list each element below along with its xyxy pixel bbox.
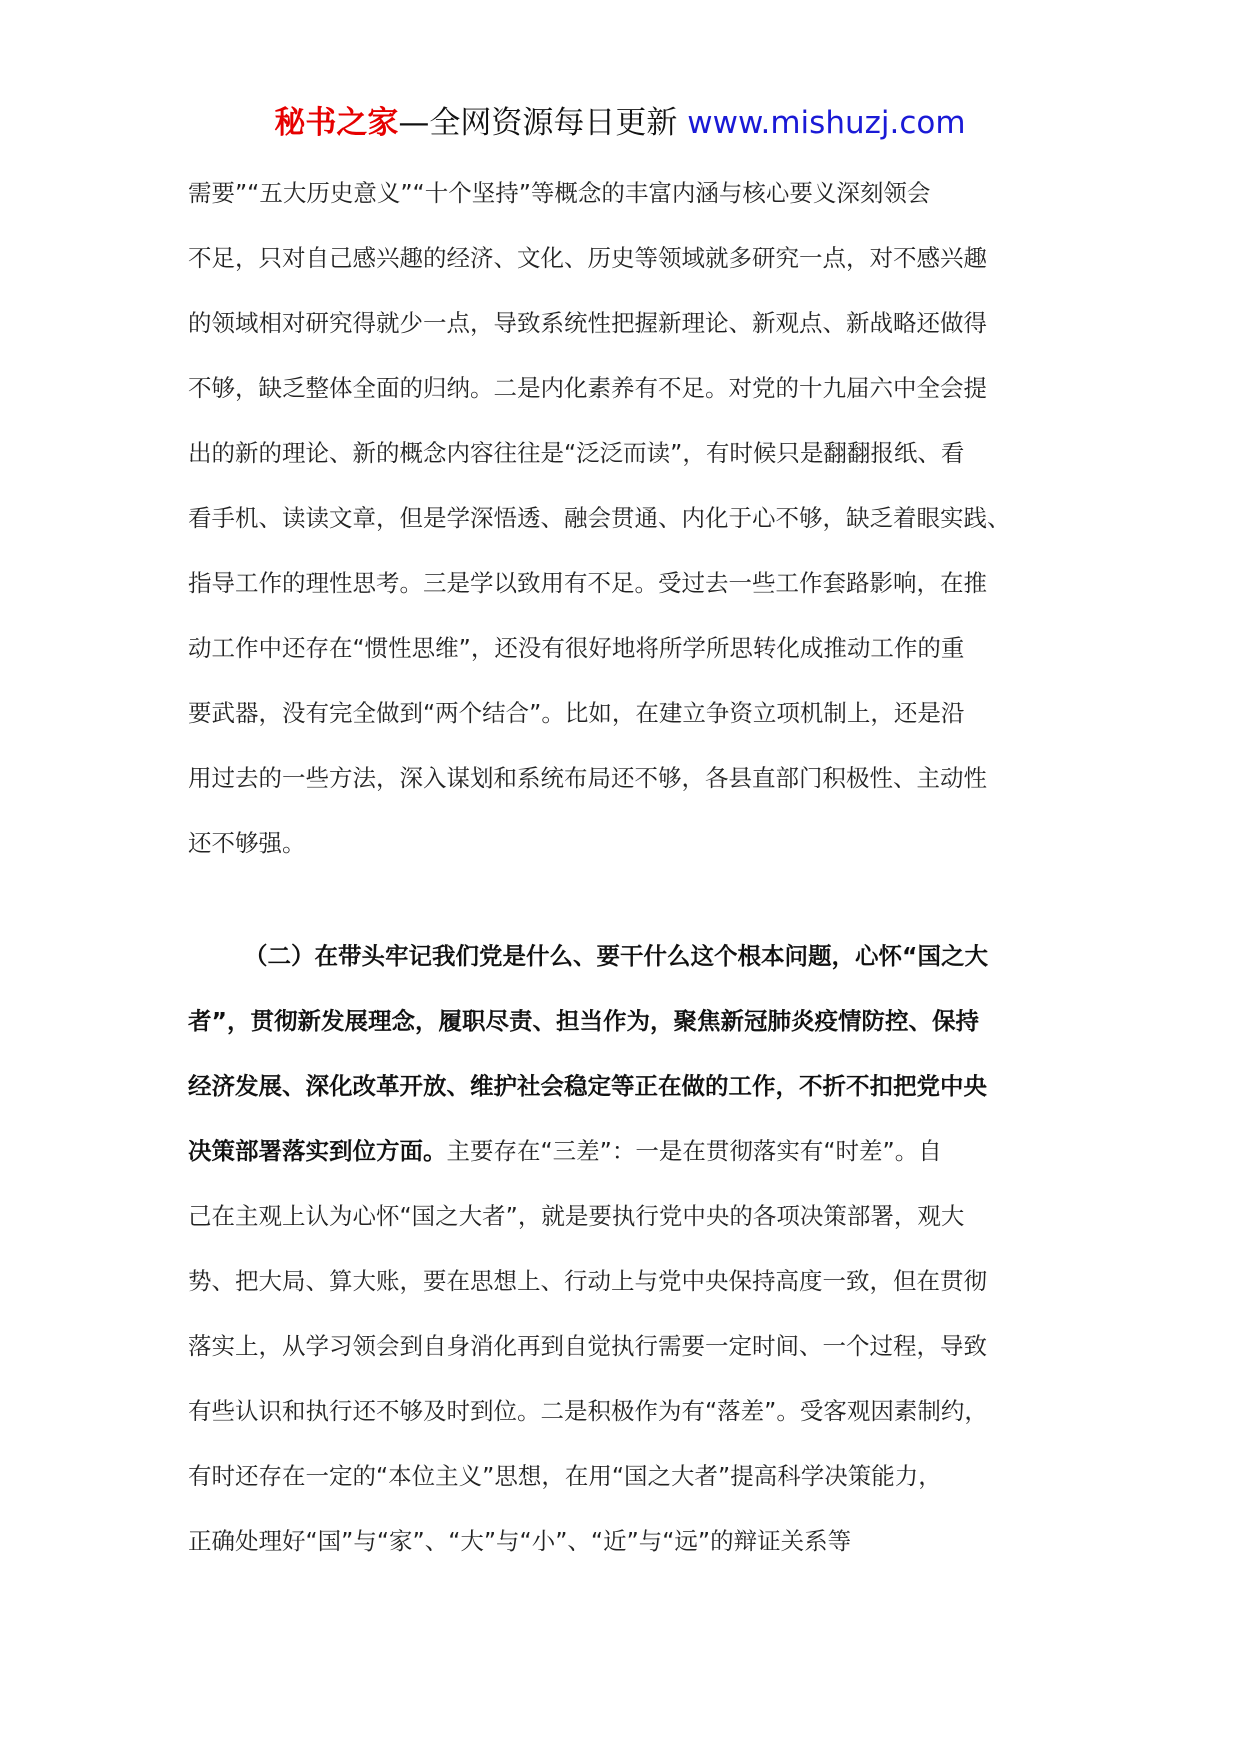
section-heading-end: 决策部署落实到位方面。 [188,1137,447,1165]
paragraph-line: 不足，只对自己感兴趣的经济、文化、历史等领域就多研究一点，对不感兴趣 [188,244,987,272]
page-header [0,100,1240,146]
paragraph-text: 主要存在“三差”：一是在贯彻落实有“时差”。自 [446,1137,942,1165]
paragraph-line: 指导工作的理性思考。三是学以致用有不足。受过去一些工作套路影响，在推 [188,569,987,597]
paragraph-line: 要武器，没有完全做到“两个结合”。比如，在建立争资立项机制上，还是沿 [188,699,965,727]
section-heading-line: 者”，贯彻新发展理念，履职尽责、担当作为，聚焦新冠肺炎疫情防控、保持 [188,1007,979,1035]
paragraph-line: 看手机、读读文章，但是学深悟透、融会贯通、内化于心不够，缺乏着眼实践、 [188,504,1011,532]
paragraph-line: 势、把大局、算大账，要在思想上、行动上与党中央保持高度一致，但在贯彻 [188,1267,987,1295]
paragraph-spacer [188,876,1068,924]
paragraph-line: 有时还存在一定的“本位主义”思想，在用“国之大者”提高科学决策能力， [188,1462,942,1490]
paragraph-line: 动工作中还存在“惯性思维”，还没有很好地将所学所思转化成推动工作的重 [188,634,965,662]
header-tagline: —全网资源每日更新 [398,105,688,141]
paragraph-line: 正确处理好“国”与“家”、“大”与“小”、“近”与“远”的辩证关系等 [188,1527,852,1555]
paragraph-line: 己在主观上认为心怀“国之大者”，就是要执行党中央的各项决策部署，观大 [188,1202,965,1230]
paragraph-line: 用过去的一些方法，深入谋划和系统布局还不够，各县直部门积极性、主动性 [188,764,987,792]
paragraph-line: 落实上，从学习领会到自身消化再到自觉执行需要一定时间、一个过程，导致 [188,1332,987,1360]
document-body [188,161,1068,1574]
paragraph-line: 的领域相对研究得就少一点，导致系统性把握新理论、新观点、新战略还做得 [188,309,987,337]
site-name: 秘书之家 [274,105,399,141]
paragraph-line: 有些认识和执行还不够及时到位。二是积极作为有“落差”。受客观因素制约， [188,1397,988,1425]
site-url-link[interactable]: www.mishuzj.com [687,105,966,141]
paragraph-line: 不够，缺乏整体全面的归纳。二是内化素养有不足。对党的十九届六中全会提 [188,374,987,402]
paragraph-line: 需要”“五大历史意义”“十个坚持”等概念的丰富内涵与核心要义深刻领会 [188,179,931,207]
section-heading-line: （二）在带头牢记我们党是什么、要干什么这个根本问题，心怀“国之大 [244,942,988,970]
paragraph-line [188,1119,1068,1184]
paragraph-line: 还不够强。 [188,829,306,857]
section-heading-line: 经济发展、深化改革开放、维护社会稳定等正在做的工作，不折不扣把党中央 [188,1072,987,1100]
paragraph-line: 出的新的理论、新的概念内容往往是“泛泛而读”，有时候只是翻翻报纸、看 [188,439,965,467]
